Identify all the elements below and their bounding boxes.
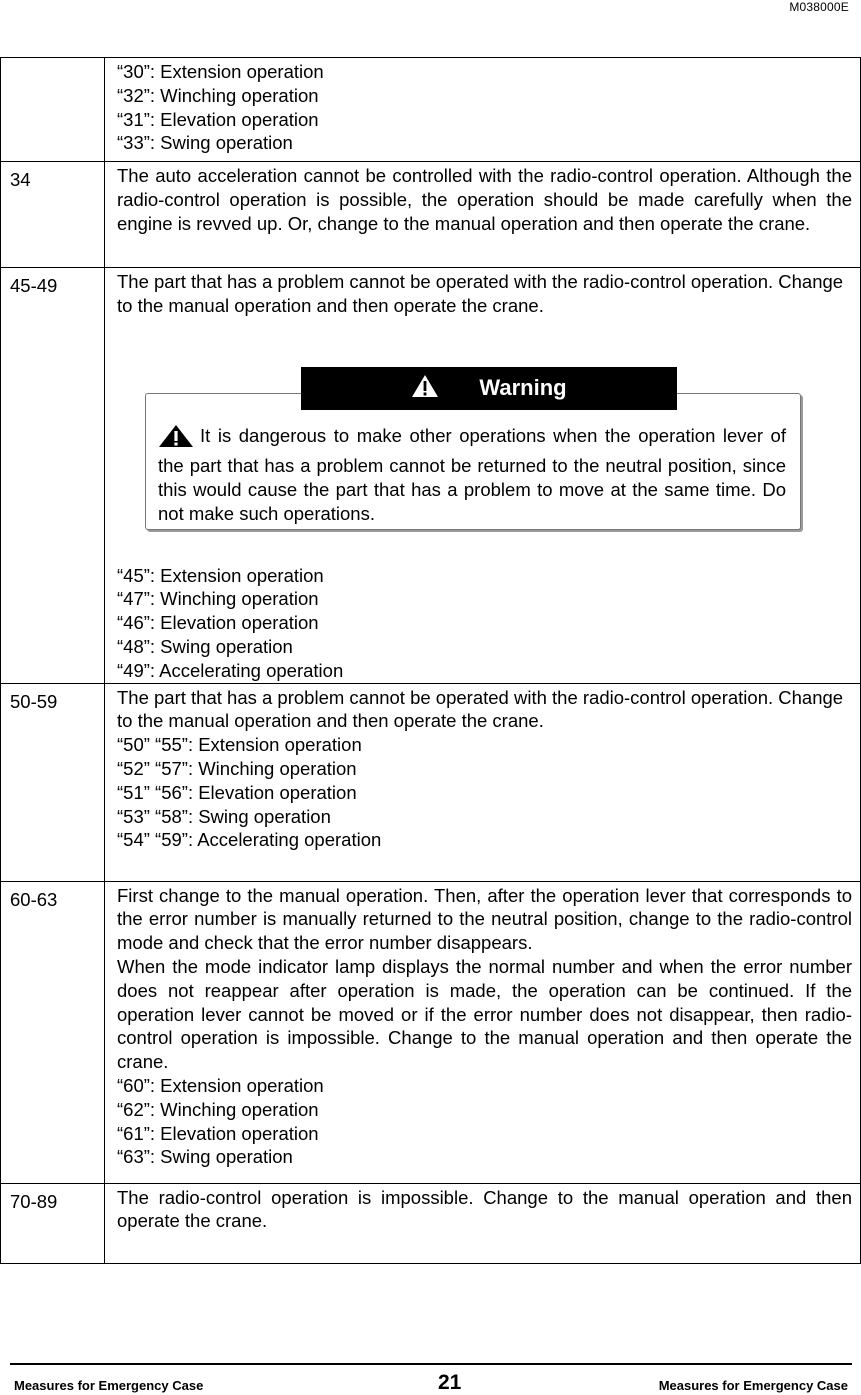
operation-line: “31”: Elevation operation bbox=[117, 108, 319, 130]
description-paragraph: The radio-control operation is impossible. Change to the manual operation and then operate the crane. bbox=[117, 1186, 852, 1232]
description-cell bbox=[105, 162, 861, 268]
description-paragraph: When the mode indicator lamp displays the normal number and when the error number does not reappear after operation is made, the operation can be continued. If the operation lever cannot be moved or if the error number does not disappear, then radio-control operation is impossible. Change to the manual operation and then operate the crane. bbox=[117, 955, 852, 1073]
description-cell bbox=[105, 1183, 861, 1263]
table-row bbox=[1, 162, 861, 268]
table-row bbox=[1, 683, 861, 881]
description-cell bbox=[105, 683, 861, 881]
table-row bbox=[1, 1183, 861, 1263]
warning-triangle-icon bbox=[158, 424, 194, 454]
operation-line: “45”: Extension operation bbox=[117, 564, 324, 586]
operation-line: “60”: Extension operation bbox=[117, 1074, 324, 1096]
description-cell bbox=[105, 268, 861, 684]
operation-line: “47”: Winching operation bbox=[117, 588, 319, 610]
description-paragraph: The part that has a problem cannot be operated with the radio-control operation. Change to the manual operation and then operate the crane. bbox=[117, 686, 844, 732]
operation-line: “33”: Swing operation bbox=[117, 132, 293, 154]
error-code-cell: 60-63 bbox=[1, 881, 105, 1183]
footer-left-title: Measures for Emergency Case bbox=[14, 1378, 204, 1393]
table-row bbox=[1, 268, 861, 684]
error-code-cell bbox=[1, 58, 105, 162]
operation-line: “61”: Elevation operation bbox=[117, 1122, 319, 1144]
document-code: M038000E bbox=[789, 0, 849, 14]
operation-line: “53” “58”: Swing operation bbox=[117, 805, 331, 827]
footer-right-title: Measures for Emergency Case bbox=[658, 1378, 848, 1393]
description-paragraph: The part that has a problem cannot be operated with the radio-control operation. Change to the manual operation and then operate the crane. bbox=[117, 271, 844, 316]
footer-divider bbox=[10, 1363, 852, 1365]
operation-line: “49”: Accelerating operation bbox=[117, 659, 344, 681]
warning-message: It is dangerous to make other operations when the operation lever of the part that has a problem cannot be returned to the neutral position, since this would cause the part that has a problem to move at the same time. Do not make such operations. bbox=[158, 424, 786, 524]
table-row bbox=[1, 881, 861, 1183]
table-row bbox=[1, 58, 861, 162]
operation-line: “52” “57”: Winching operation bbox=[117, 757, 357, 779]
error-code-table bbox=[0, 57, 861, 1264]
operation-line: “50” “55”: Extension operation bbox=[117, 734, 362, 756]
description-paragraph: The auto acceleration cannot be controlled with the radio-control operation. Although the radio-control operation is possible, the operation should be made carefully when the engine is revved up. Or, change to the manual operation and then operate the crane. bbox=[117, 165, 852, 234]
error-code-cell: 70-89 bbox=[1, 1183, 105, 1263]
operation-line: “62”: Winching operation bbox=[117, 1098, 319, 1120]
warning-frame bbox=[145, 393, 801, 530]
warning-banner bbox=[301, 367, 677, 410]
error-code-cell: 34 bbox=[1, 162, 105, 268]
operation-line: “30”: Extension operation bbox=[117, 61, 324, 82]
operation-line: “63”: Swing operation bbox=[117, 1146, 293, 1168]
error-code-cell: 50-59 bbox=[1, 683, 105, 881]
warning-triangle-icon bbox=[411, 374, 439, 403]
error-code-cell: 45-49 bbox=[1, 268, 105, 684]
description-cell bbox=[105, 881, 861, 1183]
operation-line: “32”: Winching operation bbox=[117, 84, 319, 106]
warning-title: Warning bbox=[479, 375, 567, 401]
page-number: 21 bbox=[438, 1371, 462, 1394]
operation-line: “54” “59”: Accelerating operation bbox=[117, 829, 382, 851]
operation-line: “48”: Swing operation bbox=[117, 635, 293, 657]
operation-line: “46”: Elevation operation bbox=[117, 612, 319, 634]
description-cell bbox=[105, 58, 861, 162]
description-paragraph: First change to the manual operation. Then, after the operation lever that corresponds to the error number is manually returned to the neutral position, change to the radio-control mode and check that the error number disappears. bbox=[117, 884, 852, 954]
warning-text bbox=[158, 424, 786, 526]
warning-box bbox=[105, 318, 852, 564]
operation-line: “51” “56”: Elevation operation bbox=[117, 781, 357, 803]
